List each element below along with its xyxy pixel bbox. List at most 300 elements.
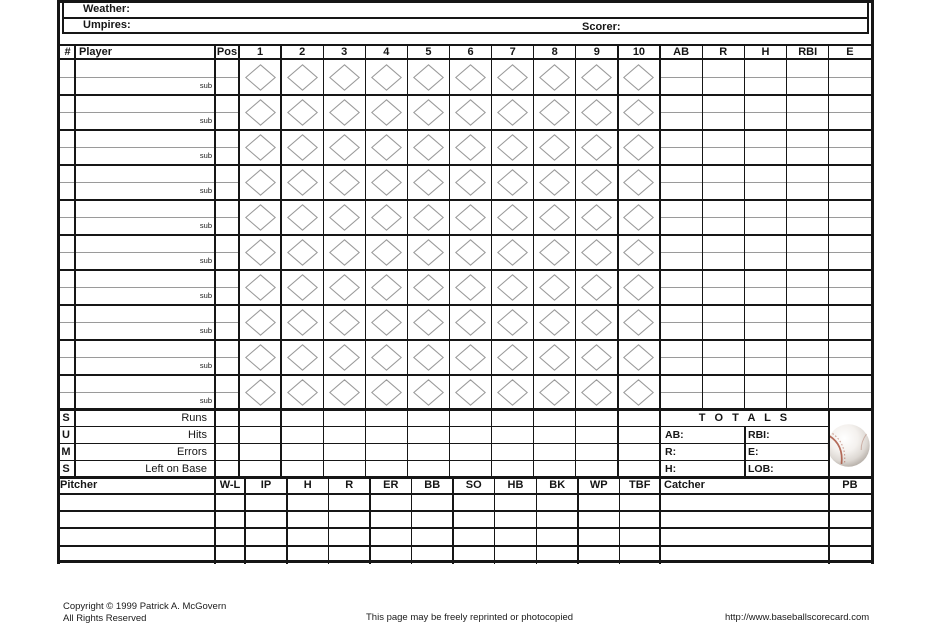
batter-7-inning-5-scoring-cell[interactable] (407, 270, 449, 305)
batter-5-inning-1-scoring-cell[interactable] (239, 200, 281, 235)
sums-row-2-inning-4-cell[interactable] (365, 427, 407, 444)
pitcher-row-1-tbf-cell[interactable] (620, 494, 661, 511)
batter-2-inning-8-scoring-cell[interactable] (534, 95, 576, 130)
batter-2-inning-5-scoring-cell[interactable] (407, 95, 449, 130)
batter-3-sub-r-cell[interactable] (702, 147, 744, 165)
batter-8-inning-8-scoring-cell[interactable] (534, 305, 576, 340)
pitcher-row-4-tbf-cell[interactable] (620, 546, 661, 563)
batter-7-sub-h-cell[interactable] (744, 287, 786, 305)
batter-4-rbi-cell[interactable] (787, 165, 829, 182)
batter-2-sub-h-cell[interactable] (744, 112, 786, 130)
sums-row-3-inning-1-cell[interactable] (239, 444, 281, 461)
batter-3-sub-pos-cell[interactable] (215, 147, 239, 165)
batter-3-r-cell[interactable] (702, 130, 744, 147)
pitcher-row-4-h-cell[interactable] (287, 546, 329, 563)
batter-5-sub-ab-cell[interactable] (660, 217, 702, 235)
pitcher-row-1-h-cell[interactable] (287, 494, 329, 511)
sums-row-1-inning-4-cell[interactable] (365, 410, 407, 427)
pitcher-row-3-so-cell[interactable] (453, 528, 495, 545)
pitcher-row-1-bk-cell[interactable] (537, 494, 579, 511)
batter-6-inning-7-scoring-cell[interactable] (492, 235, 534, 270)
batter-8-sub-name-cell[interactable] (75, 322, 215, 340)
batter-9-number-cell[interactable] (60, 340, 75, 357)
sums-row-4-inning-8-cell[interactable] (534, 461, 576, 478)
batter-10-inning-7-scoring-cell[interactable] (492, 375, 534, 410)
totals-lob-value-cell[interactable] (745, 461, 829, 478)
batter-5-number-cell[interactable] (60, 200, 75, 217)
batter-4-sub-r-cell[interactable] (702, 182, 744, 200)
batter-7-rbi-cell[interactable] (787, 270, 829, 287)
sums-row-4-inning-4-cell[interactable] (365, 461, 407, 478)
batter-5-ab-cell[interactable] (660, 200, 702, 217)
batter-2-rbi-cell[interactable] (787, 95, 829, 112)
batter-2-sub-e-cell[interactable] (829, 112, 871, 130)
batter-2-sub-r-cell[interactable] (702, 112, 744, 130)
batter-1-sub-r-cell[interactable] (702, 77, 744, 95)
batter-3-inning-5-scoring-cell[interactable] (407, 130, 449, 165)
batter-9-inning-4-scoring-cell[interactable] (365, 340, 407, 375)
batter-7-inning-9-scoring-cell[interactable] (576, 270, 618, 305)
batter-10-inning-3-scoring-cell[interactable] (323, 375, 365, 410)
pitcher-row-3-name-cell[interactable] (57, 528, 215, 545)
batter-7-inning-10-scoring-cell[interactable] (618, 270, 660, 305)
batter-4-inning-9-scoring-cell[interactable] (576, 165, 618, 200)
batter-10-inning-2-scoring-cell[interactable] (281, 375, 323, 410)
batter-1-number-cell[interactable] (60, 60, 75, 77)
batter-8-inning-3-scoring-cell[interactable] (323, 305, 365, 340)
batter-8-sub-e-cell[interactable] (829, 322, 871, 340)
batter-7-inning-4-scoring-cell[interactable] (365, 270, 407, 305)
batter-6-inning-2-scoring-cell[interactable] (281, 235, 323, 270)
pitcher-row-2-tbf-cell[interactable] (620, 511, 661, 528)
batter-5-sub-pos-cell[interactable] (215, 217, 239, 235)
sums-row-1-inning-2-cell[interactable] (281, 410, 323, 427)
batter-1-r-cell[interactable] (702, 60, 744, 77)
batter-6-pos-cell[interactable] (215, 235, 239, 252)
batter-6-inning-1-scoring-cell[interactable] (239, 235, 281, 270)
batter-3-inning-1-scoring-cell[interactable] (239, 130, 281, 165)
batter-7-sub-r-cell[interactable] (702, 287, 744, 305)
totals-rbi-value-cell[interactable] (745, 427, 829, 444)
batter-8-inning-5-scoring-cell[interactable] (407, 305, 449, 340)
batter-4-r-cell[interactable] (702, 165, 744, 182)
pitcher-row-1-pb-cell[interactable] (829, 494, 871, 511)
batter-7-sub-rbi-cell[interactable] (787, 287, 829, 305)
batter-8-sub-pos-cell[interactable] (215, 322, 239, 340)
batter-8-inning-7-scoring-cell[interactable] (492, 305, 534, 340)
batter-8-rbi-cell[interactable] (787, 305, 829, 322)
batter-3-inning-8-scoring-cell[interactable] (534, 130, 576, 165)
batter-4-inning-1-scoring-cell[interactable] (239, 165, 281, 200)
batter-2-inning-7-scoring-cell[interactable] (492, 95, 534, 130)
pitcher-row-3-bk-cell[interactable] (537, 528, 579, 545)
batter-1-inning-3-scoring-cell[interactable] (323, 60, 365, 95)
batter-7-number-cell[interactable] (60, 270, 75, 287)
batter-1-inning-1-scoring-cell[interactable] (239, 60, 281, 95)
batter-5-sub-number-cell[interactable] (60, 217, 75, 235)
batter-9-sub-pos-cell[interactable] (215, 357, 239, 375)
pitcher-row-4-bb-cell[interactable] (412, 546, 454, 563)
batter-10-inning-4-scoring-cell[interactable] (365, 375, 407, 410)
sums-row-1-inning-1-cell[interactable] (239, 410, 281, 427)
batter-2-sub-rbi-cell[interactable] (787, 112, 829, 130)
batter-6-h-cell[interactable] (744, 235, 786, 252)
batter-6-sub-e-cell[interactable] (829, 252, 871, 270)
batter-2-inning-9-scoring-cell[interactable] (576, 95, 618, 130)
batter-1-rbi-cell[interactable] (787, 60, 829, 77)
batter-3-sub-name-cell[interactable] (75, 147, 215, 165)
sums-row-3-inning-5-cell[interactable] (407, 444, 449, 461)
sums-row-1-inning-7-cell[interactable] (492, 410, 534, 427)
sums-row-4-inning-9-cell[interactable] (576, 461, 618, 478)
batter-1-name-cell[interactable] (75, 60, 215, 77)
batter-8-sub-rbi-cell[interactable] (787, 322, 829, 340)
pitcher-row-4-name-cell[interactable] (57, 546, 215, 563)
batter-3-inning-9-scoring-cell[interactable] (576, 130, 618, 165)
batter-4-pos-cell[interactable] (215, 165, 239, 182)
batter-4-inning-4-scoring-cell[interactable] (365, 165, 407, 200)
batter-5-r-cell[interactable] (702, 200, 744, 217)
pitcher-row-3-er-cell[interactable] (370, 528, 412, 545)
batter-9-sub-rbi-cell[interactable] (787, 357, 829, 375)
totals-ab-value-cell[interactable] (660, 427, 745, 444)
batter-2-ab-cell[interactable] (660, 95, 702, 112)
pitcher-row-3-bb-cell[interactable] (412, 528, 454, 545)
pitcher-row-2-so-cell[interactable] (453, 511, 495, 528)
batter-5-name-cell[interactable] (75, 200, 215, 217)
batter-2-number-cell[interactable] (60, 95, 75, 112)
batter-10-inning-5-scoring-cell[interactable] (407, 375, 449, 410)
batter-9-inning-5-scoring-cell[interactable] (407, 340, 449, 375)
sums-row-4-inning-7-cell[interactable] (492, 461, 534, 478)
batter-10-e-cell[interactable] (829, 375, 871, 392)
pitcher-row-2-bb-cell[interactable] (412, 511, 454, 528)
batter-5-inning-7-scoring-cell[interactable] (492, 200, 534, 235)
batter-10-rbi-cell[interactable] (787, 375, 829, 392)
pitcher-row-1-ip-cell[interactable] (245, 494, 287, 511)
sums-row-2-inning-1-cell[interactable] (239, 427, 281, 444)
batter-6-sub-ab-cell[interactable] (660, 252, 702, 270)
pitcher-row-2-er-cell[interactable] (370, 511, 412, 528)
batter-7-sub-ab-cell[interactable] (660, 287, 702, 305)
batter-10-sub-e-cell[interactable] (829, 392, 871, 410)
batter-8-h-cell[interactable] (744, 305, 786, 322)
batter-9-sub-h-cell[interactable] (744, 357, 786, 375)
batter-6-sub-name-cell[interactable] (75, 252, 215, 270)
footer-url[interactable]: http://www.baseballscorecard.com (725, 613, 869, 624)
batter-6-ab-cell[interactable] (660, 235, 702, 252)
batter-5-sub-name-cell[interactable] (75, 217, 215, 235)
pitcher-row-3-wp-cell[interactable] (578, 528, 620, 545)
batter-10-sub-h-cell[interactable] (744, 392, 786, 410)
pitcher-row-1-bb-cell[interactable] (412, 494, 454, 511)
sums-row-2-inning-8-cell[interactable] (534, 427, 576, 444)
batter-7-ab-cell[interactable] (660, 270, 702, 287)
batter-7-inning-2-scoring-cell[interactable] (281, 270, 323, 305)
batter-10-sub-ab-cell[interactable] (660, 392, 702, 410)
pitcher-row-2-h-cell[interactable] (287, 511, 329, 528)
batter-9-sub-r-cell[interactable] (702, 357, 744, 375)
pitcher-row-1-r-cell[interactable] (329, 494, 371, 511)
pitcher-row-4-ip-cell[interactable] (245, 546, 287, 563)
batter-10-ab-cell[interactable] (660, 375, 702, 392)
batter-6-sub-rbi-cell[interactable] (787, 252, 829, 270)
batter-10-number-cell[interactable] (60, 375, 75, 392)
batter-5-inning-8-scoring-cell[interactable] (534, 200, 576, 235)
sums-row-3-inning-10-cell[interactable] (618, 444, 660, 461)
batter-5-inning-2-scoring-cell[interactable] (281, 200, 323, 235)
batter-7-inning-7-scoring-cell[interactable] (492, 270, 534, 305)
sums-row-3-inning-7-cell[interactable] (492, 444, 534, 461)
batter-9-inning-9-scoring-cell[interactable] (576, 340, 618, 375)
batter-4-sub-h-cell[interactable] (744, 182, 786, 200)
batter-3-h-cell[interactable] (744, 130, 786, 147)
batter-10-inning-6-scoring-cell[interactable] (450, 375, 492, 410)
batter-6-inning-10-scoring-cell[interactable] (618, 235, 660, 270)
sums-row-3-inning-8-cell[interactable] (534, 444, 576, 461)
batter-9-inning-1-scoring-cell[interactable] (239, 340, 281, 375)
batter-2-e-cell[interactable] (829, 95, 871, 112)
batter-6-inning-9-scoring-cell[interactable] (576, 235, 618, 270)
batter-1-inning-7-scoring-cell[interactable] (492, 60, 534, 95)
batter-4-inning-2-scoring-cell[interactable] (281, 165, 323, 200)
batter-8-number-cell[interactable] (60, 305, 75, 322)
pitcher-row-4-hb-cell[interactable] (495, 546, 537, 563)
batter-2-inning-1-scoring-cell[interactable] (239, 95, 281, 130)
batter-4-h-cell[interactable] (744, 165, 786, 182)
weather-field-row[interactable] (62, 3, 869, 19)
batter-3-e-cell[interactable] (829, 130, 871, 147)
sums-row-4-inning-6-cell[interactable] (450, 461, 492, 478)
batter-5-inning-6-scoring-cell[interactable] (450, 200, 492, 235)
batter-5-inning-3-scoring-cell[interactable] (323, 200, 365, 235)
batter-5-e-cell[interactable] (829, 200, 871, 217)
batter-4-sub-rbi-cell[interactable] (787, 182, 829, 200)
pitcher-row-2-wp-cell[interactable] (578, 511, 620, 528)
batter-2-sub-number-cell[interactable] (60, 112, 75, 130)
pitcher-row-1-er-cell[interactable] (370, 494, 412, 511)
batter-7-inning-6-scoring-cell[interactable] (450, 270, 492, 305)
sums-row-2-inning-6-cell[interactable] (450, 427, 492, 444)
sums-row-2-inning-7-cell[interactable] (492, 427, 534, 444)
batter-8-ab-cell[interactable] (660, 305, 702, 322)
sums-row-1-inning-5-cell[interactable] (407, 410, 449, 427)
batter-8-name-cell[interactable] (75, 305, 215, 322)
sums-row-1-inning-10-cell[interactable] (618, 410, 660, 427)
sums-row-4-pos-cell[interactable] (215, 461, 239, 478)
batter-3-inning-2-scoring-cell[interactable] (281, 130, 323, 165)
batter-1-e-cell[interactable] (829, 60, 871, 77)
sums-row-4-inning-3-cell[interactable] (323, 461, 365, 478)
batter-7-sub-name-cell[interactable] (75, 287, 215, 305)
pitcher-row-3-pb-cell[interactable] (829, 528, 871, 545)
batter-10-sub-pos-cell[interactable] (215, 392, 239, 410)
batter-3-sub-h-cell[interactable] (744, 147, 786, 165)
sums-row-4-inning-2-cell[interactable] (281, 461, 323, 478)
batter-9-name-cell[interactable] (75, 340, 215, 357)
batter-7-h-cell[interactable] (744, 270, 786, 287)
batter-7-name-cell[interactable] (75, 270, 215, 287)
batter-2-name-cell[interactable] (75, 95, 215, 112)
batter-10-r-cell[interactable] (702, 375, 744, 392)
sums-row-3-inning-2-cell[interactable] (281, 444, 323, 461)
batter-1-pos-cell[interactable] (215, 60, 239, 77)
batter-6-name-cell[interactable] (75, 235, 215, 252)
batter-4-sub-ab-cell[interactable] (660, 182, 702, 200)
batter-3-inning-3-scoring-cell[interactable] (323, 130, 365, 165)
batter-4-sub-number-cell[interactable] (60, 182, 75, 200)
pitcher-row-1-so-cell[interactable] (453, 494, 495, 511)
batter-5-rbi-cell[interactable] (787, 200, 829, 217)
batter-1-sub-rbi-cell[interactable] (787, 77, 829, 95)
batter-3-sub-rbi-cell[interactable] (787, 147, 829, 165)
batter-5-inning-9-scoring-cell[interactable] (576, 200, 618, 235)
batter-10-pos-cell[interactable] (215, 375, 239, 392)
batter-2-sub-name-cell[interactable] (75, 112, 215, 130)
sums-row-3-inning-6-cell[interactable] (450, 444, 492, 461)
pitcher-row-3-tbf-cell[interactable] (620, 528, 661, 545)
batter-1-inning-5-scoring-cell[interactable] (407, 60, 449, 95)
sums-row-1-inning-8-cell[interactable] (534, 410, 576, 427)
batter-9-sub-e-cell[interactable] (829, 357, 871, 375)
batter-3-inning-4-scoring-cell[interactable] (365, 130, 407, 165)
sums-row-1-inning-3-cell[interactable] (323, 410, 365, 427)
batter-9-e-cell[interactable] (829, 340, 871, 357)
batter-8-sub-number-cell[interactable] (60, 322, 75, 340)
batter-1-sub-e-cell[interactable] (829, 77, 871, 95)
pitcher-row-4-er-cell[interactable] (370, 546, 412, 563)
batter-6-number-cell[interactable] (60, 235, 75, 252)
batter-3-sub-number-cell[interactable] (60, 147, 75, 165)
batter-8-sub-h-cell[interactable] (744, 322, 786, 340)
batter-2-r-cell[interactable] (702, 95, 744, 112)
batter-6-inning-8-scoring-cell[interactable] (534, 235, 576, 270)
batter-3-ab-cell[interactable] (660, 130, 702, 147)
batter-7-r-cell[interactable] (702, 270, 744, 287)
sums-row-2-inning-9-cell[interactable] (576, 427, 618, 444)
batter-7-e-cell[interactable] (829, 270, 871, 287)
pitcher-row-3-h-cell[interactable] (287, 528, 329, 545)
batter-9-sub-number-cell[interactable] (60, 357, 75, 375)
batter-9-sub-ab-cell[interactable] (660, 357, 702, 375)
pitcher-row-1-wp-cell[interactable] (578, 494, 620, 511)
umpires-field-row[interactable] (62, 19, 869, 34)
totals-r-value-cell[interactable] (660, 444, 745, 461)
pitcher-row-2-r-cell[interactable] (329, 511, 371, 528)
batter-8-sub-r-cell[interactable] (702, 322, 744, 340)
pitcher-row-3-wl-cell[interactable] (215, 528, 245, 545)
pitcher-row-2-pb-cell[interactable] (829, 511, 871, 528)
batter-10-sub-name-cell[interactable] (75, 392, 215, 410)
batter-2-inning-2-scoring-cell[interactable] (281, 95, 323, 130)
batter-3-inning-10-scoring-cell[interactable] (618, 130, 660, 165)
batter-2-h-cell[interactable] (744, 95, 786, 112)
sums-row-1-inning-6-cell[interactable] (450, 410, 492, 427)
pitcher-row-4-wp-cell[interactable] (578, 546, 620, 563)
batter-2-pos-cell[interactable] (215, 95, 239, 112)
batter-3-sub-ab-cell[interactable] (660, 147, 702, 165)
batter-8-sub-ab-cell[interactable] (660, 322, 702, 340)
sums-row-2-inning-3-cell[interactable] (323, 427, 365, 444)
batter-3-inning-6-scoring-cell[interactable] (450, 130, 492, 165)
batter-7-sub-e-cell[interactable] (829, 287, 871, 305)
pitcher-row-1-hb-cell[interactable] (495, 494, 537, 511)
batter-10-sub-rbi-cell[interactable] (787, 392, 829, 410)
pitcher-row-4-catcher-cell[interactable] (660, 546, 829, 563)
batter-9-inning-2-scoring-cell[interactable] (281, 340, 323, 375)
batter-3-sub-e-cell[interactable] (829, 147, 871, 165)
batter-7-sub-pos-cell[interactable] (215, 287, 239, 305)
batter-9-inning-7-scoring-cell[interactable] (492, 340, 534, 375)
batter-1-inning-2-scoring-cell[interactable] (281, 60, 323, 95)
batter-5-sub-r-cell[interactable] (702, 217, 744, 235)
sums-row-3-pos-cell[interactable] (215, 444, 239, 461)
batter-1-sub-number-cell[interactable] (60, 77, 75, 95)
pitcher-row-2-hb-cell[interactable] (495, 511, 537, 528)
batter-1-inning-9-scoring-cell[interactable] (576, 60, 618, 95)
batter-7-inning-3-scoring-cell[interactable] (323, 270, 365, 305)
batter-1-sub-name-cell[interactable] (75, 77, 215, 95)
batter-3-number-cell[interactable] (60, 130, 75, 147)
sums-row-4-inning-1-cell[interactable] (239, 461, 281, 478)
pitcher-row-1-wl-cell[interactable] (215, 494, 245, 511)
pitcher-row-4-r-cell[interactable] (329, 546, 371, 563)
batter-3-inning-7-scoring-cell[interactable] (492, 130, 534, 165)
batter-10-h-cell[interactable] (744, 375, 786, 392)
sums-row-4-inning-10-cell[interactable] (618, 461, 660, 478)
sums-row-2-inning-10-cell[interactable] (618, 427, 660, 444)
batter-9-inning-10-scoring-cell[interactable] (618, 340, 660, 375)
batter-1-sub-ab-cell[interactable] (660, 77, 702, 95)
pitcher-row-4-pb-cell[interactable] (829, 546, 871, 563)
batter-6-sub-pos-cell[interactable] (215, 252, 239, 270)
totals-h-value-cell[interactable] (660, 461, 745, 478)
batter-10-inning-10-scoring-cell[interactable] (618, 375, 660, 410)
batter-6-inning-4-scoring-cell[interactable] (365, 235, 407, 270)
batter-2-inning-3-scoring-cell[interactable] (323, 95, 365, 130)
batter-10-inning-9-scoring-cell[interactable] (576, 375, 618, 410)
pitcher-row-2-bk-cell[interactable] (537, 511, 579, 528)
pitcher-row-3-catcher-cell[interactable] (660, 528, 829, 545)
pitcher-row-3-r-cell[interactable] (329, 528, 371, 545)
pitcher-row-2-wl-cell[interactable] (215, 511, 245, 528)
pitcher-row-1-name-cell[interactable] (57, 494, 215, 511)
batter-6-sub-h-cell[interactable] (744, 252, 786, 270)
totals-e-value-cell[interactable] (745, 444, 829, 461)
sums-row-1-inning-9-cell[interactable] (576, 410, 618, 427)
batter-3-rbi-cell[interactable] (787, 130, 829, 147)
sums-row-3-inning-4-cell[interactable] (365, 444, 407, 461)
batter-4-inning-3-scoring-cell[interactable] (323, 165, 365, 200)
batter-6-sub-r-cell[interactable] (702, 252, 744, 270)
batter-10-name-cell[interactable] (75, 375, 215, 392)
batter-6-e-cell[interactable] (829, 235, 871, 252)
batter-1-h-cell[interactable] (744, 60, 786, 77)
batter-1-ab-cell[interactable] (660, 60, 702, 77)
pitcher-row-2-catcher-cell[interactable] (660, 511, 829, 528)
batter-9-pos-cell[interactable] (215, 340, 239, 357)
batter-1-inning-6-scoring-cell[interactable] (450, 60, 492, 95)
batter-5-inning-5-scoring-cell[interactable] (407, 200, 449, 235)
batter-10-inning-8-scoring-cell[interactable] (534, 375, 576, 410)
batter-9-ab-cell[interactable] (660, 340, 702, 357)
batter-6-r-cell[interactable] (702, 235, 744, 252)
pitcher-row-4-wl-cell[interactable] (215, 546, 245, 563)
batter-8-pos-cell[interactable] (215, 305, 239, 322)
batter-4-inning-7-scoring-cell[interactable] (492, 165, 534, 200)
batter-1-sub-h-cell[interactable] (744, 77, 786, 95)
batter-4-e-cell[interactable] (829, 165, 871, 182)
